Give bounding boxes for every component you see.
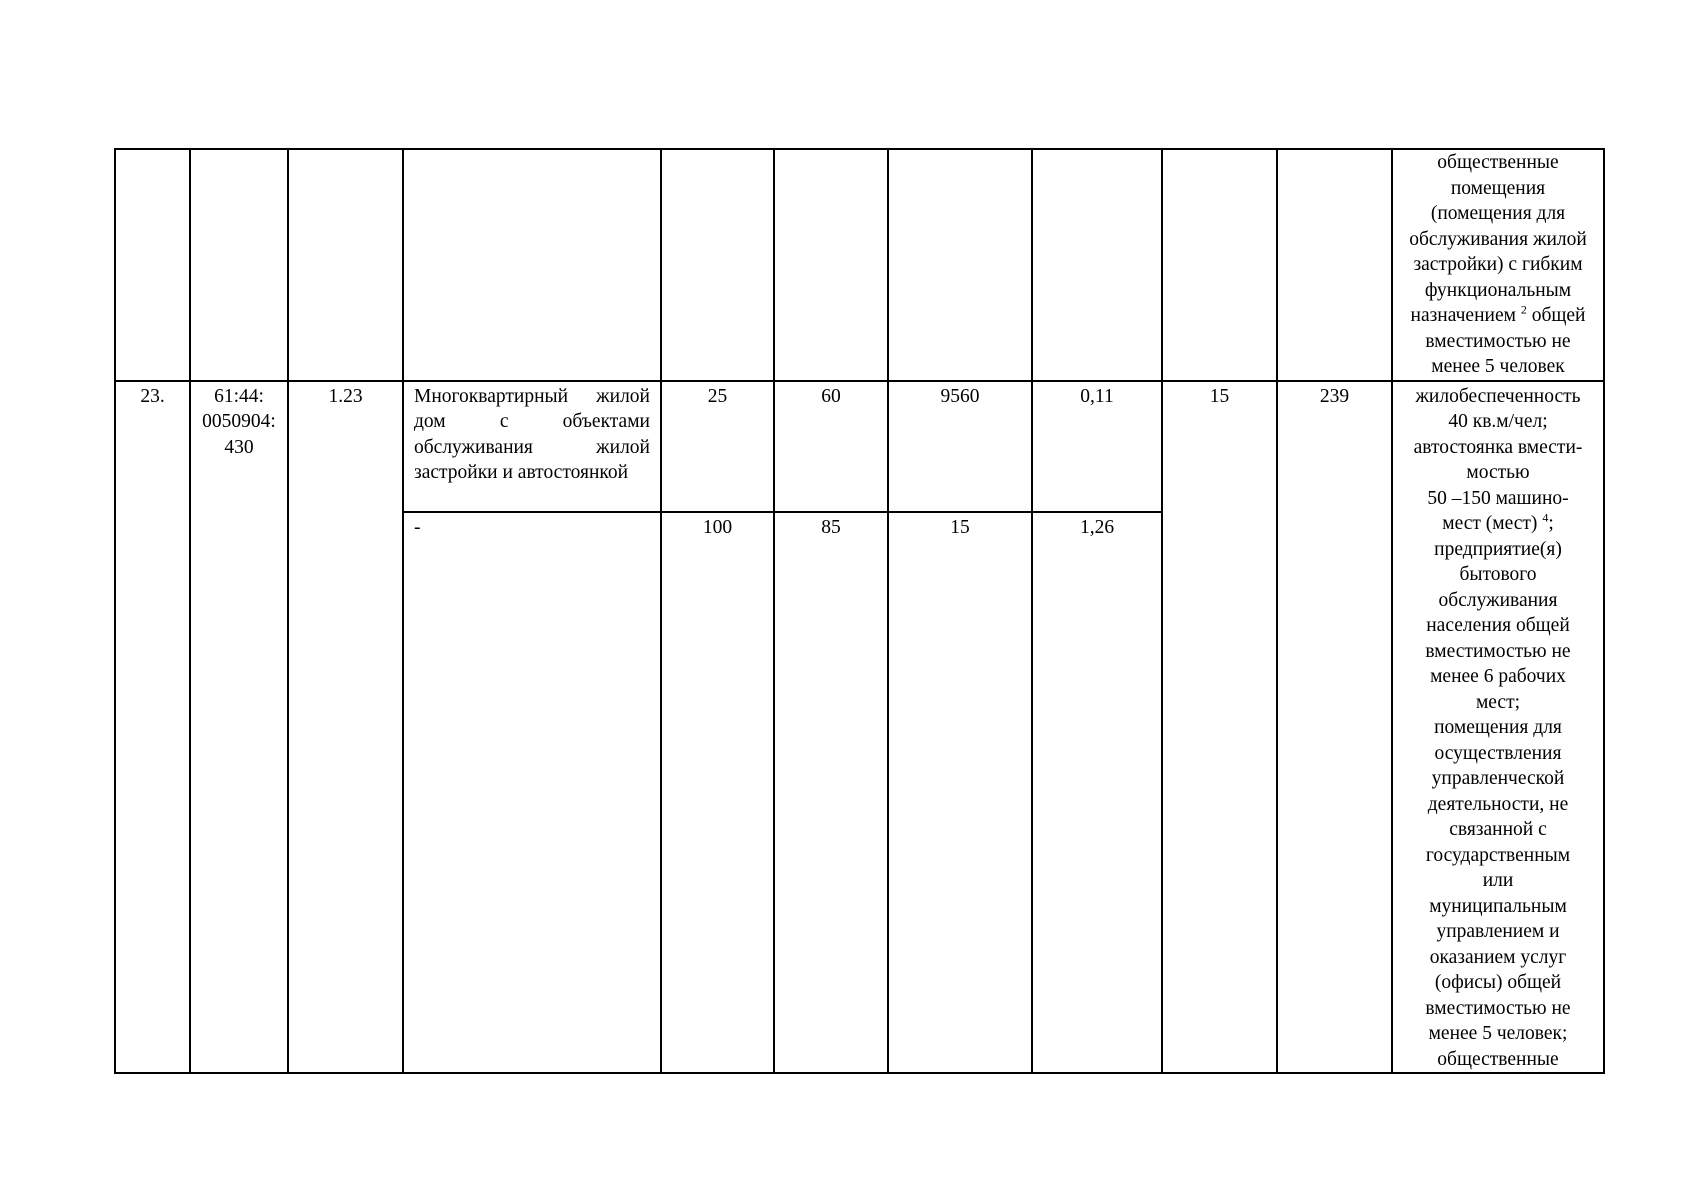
notes-line: помещения	[1450, 177, 1546, 199]
footnote-ref: 2	[1520, 302, 1527, 317]
notes-line: предприятие(я)	[1434, 538, 1562, 560]
cell-code	[288, 149, 403, 381]
cell-num: 23.	[115, 381, 190, 1074]
cell-col5	[661, 149, 774, 381]
cell-cadastral	[190, 149, 288, 381]
notes-line: общественные	[1437, 152, 1559, 173]
notes-line: мостью	[1466, 462, 1530, 483]
cadastral-line: 430	[224, 436, 254, 458]
notes-line: 50 –150 машино-	[1427, 487, 1569, 509]
notes-line: (офисы) общей	[1434, 972, 1562, 993]
notes-line: управлением и	[1436, 921, 1560, 942]
notes-line: вместимостью не	[1425, 330, 1571, 352]
cell-col10: 239	[1277, 381, 1392, 1074]
notes-line: оказанием услуг	[1429, 946, 1567, 968]
notes-line: функциональным	[1424, 279, 1572, 301]
cell-col7: 15	[888, 512, 1032, 1073]
cell-use	[403, 149, 661, 381]
notes-line: осуществления	[1434, 742, 1562, 764]
notes-line: менее 5 человек	[1431, 356, 1565, 377]
cell-col6	[774, 149, 888, 381]
notes-line: жилобеспеченность	[1415, 385, 1581, 407]
cell-col5: 100	[661, 512, 774, 1073]
cadastral-line: 0050904:	[202, 411, 276, 432]
notes-line: менее 6 рабочих	[1430, 666, 1566, 687]
notes-line: государственным	[1425, 844, 1571, 866]
notes-line	[1393, 303, 1603, 329]
cell-col8	[1032, 149, 1162, 381]
notes-text: общей	[1526, 305, 1586, 326]
cell-use: -	[403, 512, 661, 1073]
notes-line: менее 5 человек;	[1428, 1023, 1568, 1044]
notes-line	[1393, 511, 1603, 537]
table-row	[115, 381, 1604, 512]
cell-num	[115, 149, 190, 381]
cell-col8: 1,26	[1032, 512, 1162, 1073]
cell-col9	[1162, 149, 1277, 381]
cell-col7	[888, 149, 1032, 381]
notes-line: обслуживания	[1438, 589, 1558, 611]
notes-text: назначением	[1410, 305, 1521, 326]
notes-line: 40 кв.м/чел;	[1448, 411, 1548, 432]
table-row	[115, 149, 1604, 381]
notes-line: общественные	[1437, 1048, 1559, 1070]
notes-line: (помещения для	[1430, 203, 1566, 224]
cell-cadastral	[190, 381, 288, 1074]
cell-col5: 25	[661, 381, 774, 512]
cell-notes	[1392, 381, 1604, 1074]
cell-col6: 60	[774, 381, 888, 512]
cell-code: 1.23	[288, 381, 403, 1074]
notes-line: помещения для	[1434, 717, 1562, 738]
notes-line: бытового	[1459, 564, 1537, 585]
notes-line: деятельности, не	[1427, 793, 1569, 815]
zoning-parameters-table	[114, 148, 1605, 1074]
notes-line: застройки) с гибким	[1413, 254, 1583, 275]
notes-line: муниципальным	[1429, 895, 1567, 917]
cell-col8: 0,11	[1032, 381, 1162, 512]
notes-text: мест (мест)	[1442, 513, 1543, 534]
notes-line: управленческой	[1431, 768, 1565, 789]
notes-line: вместимостью не	[1425, 640, 1571, 662]
cell-col10	[1277, 149, 1392, 381]
cell-col6: 85	[774, 512, 888, 1073]
notes-line: связанной с	[1449, 819, 1547, 840]
notes-line: автостоянка вмести-	[1413, 436, 1583, 458]
notes-line: или	[1482, 870, 1514, 891]
notes-line: мест;	[1475, 691, 1521, 713]
notes-line: населения общей	[1426, 615, 1570, 636]
notes-line: вместимостью не	[1425, 997, 1571, 1019]
notes-text: ;	[1548, 513, 1554, 534]
footnote-ref: 4	[1542, 510, 1549, 525]
notes-line: обслуживания жилой	[1409, 228, 1587, 250]
cell-use: Многоквартирный жилой дом с объектами обслуживания жилой застройки и автостоянкой	[403, 381, 661, 512]
cell-notes	[1392, 149, 1604, 381]
cadastral-line: 61:44:	[214, 385, 264, 407]
cell-col9: 15	[1162, 381, 1277, 1074]
cell-col7: 9560	[888, 381, 1032, 512]
